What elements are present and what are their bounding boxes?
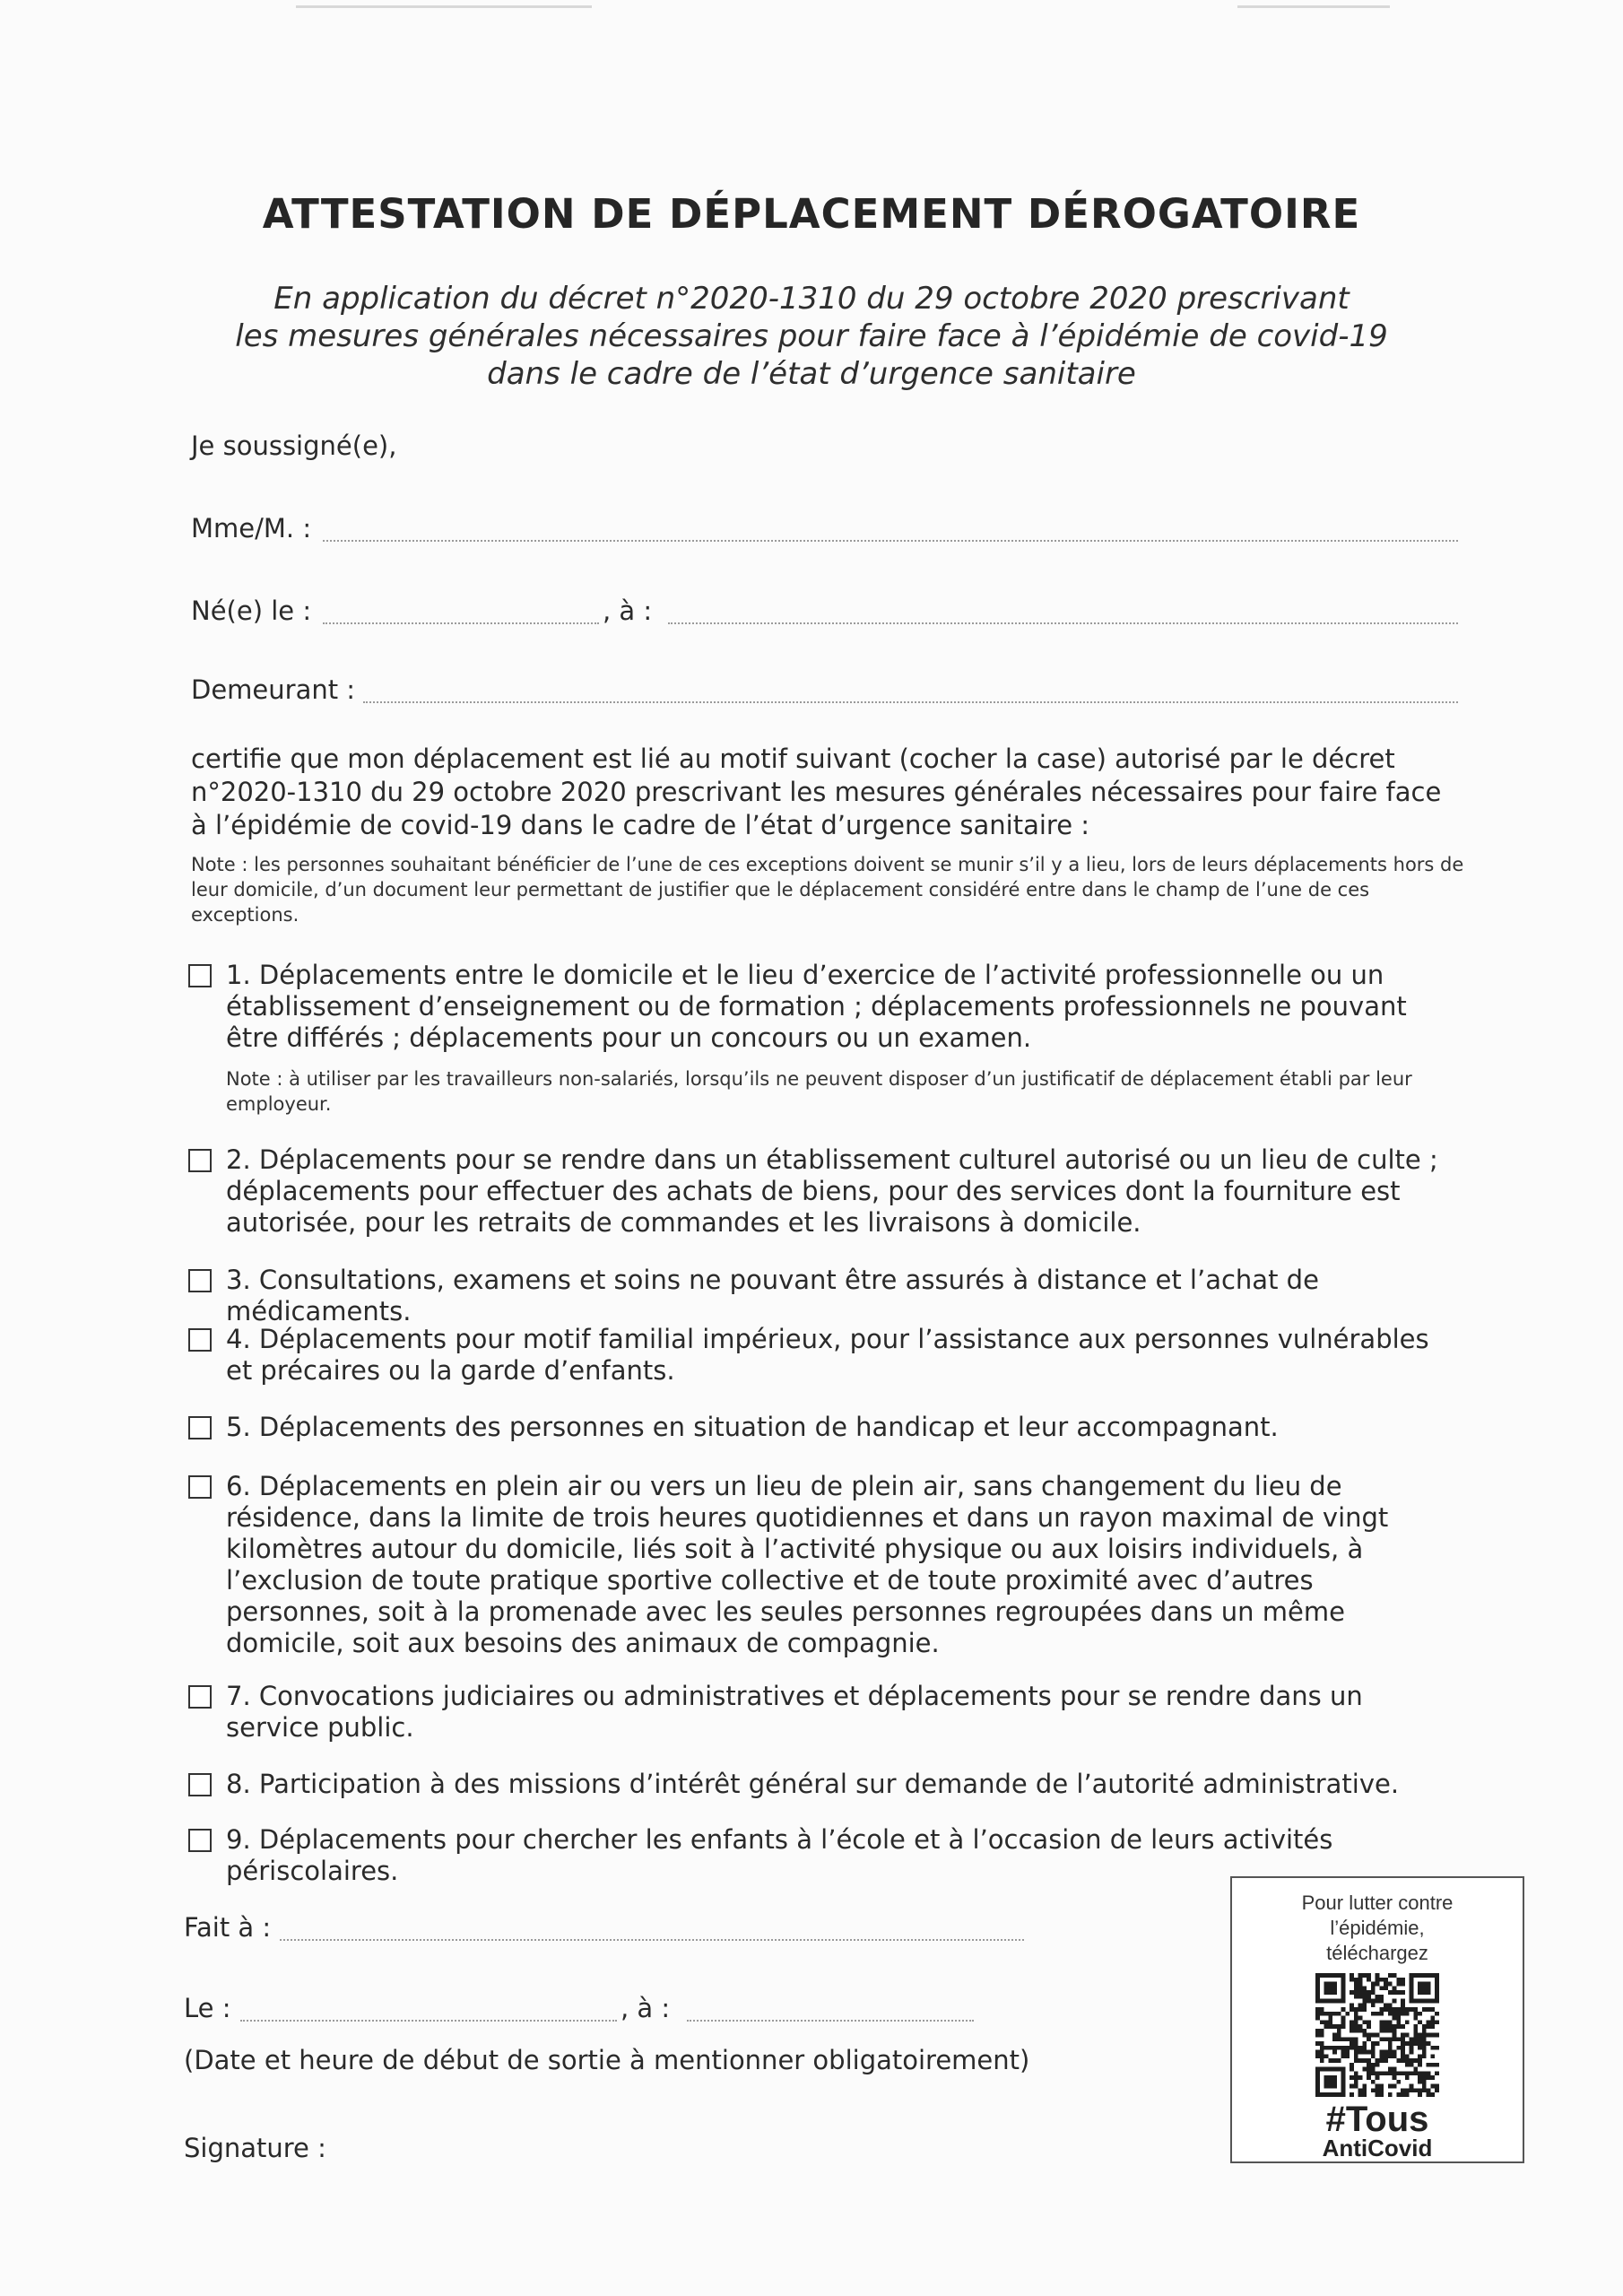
reason-text-2: 2. Déplacements pour se rendre dans un établissement culturel autorisé ou un lieu de culte ; déplacements pour effectuer des achats de biens, pour des services dont la fourniture est autorisée, pour les retraits de commandes et les livraisons à domicile.: [226, 1144, 1438, 1238]
reason-text-9: 9. Déplacements pour chercher les enfants à l’école et à l’occasion de leurs activités périscolaires.: [226, 1824, 1333, 1886]
address-label: Demeurant :: [191, 674, 356, 705]
made-at-label: Fait à :: [184, 1912, 272, 1943]
reason-text-6: 6. Déplacements en plein air ou vers un lieu de plein air, sans changement du lieu de résidence, dans la limite de trois heures quotidiennes et dans un rayon maximal de vingt kilomètres autour du domicile, liés soit à l’activité physique ou aux loisirs individuels, à l’exclusion de toute pratique sportive collective et de toute proximité avec d’autres personnes, soit à la promenade avec les seules personnes regroupées dans un même domicile, soit aux besoins des animaux de compagnie.: [226, 1471, 1389, 1658]
name-field[interactable]: [323, 540, 1458, 542]
reason-note-1: Note : à utiliser par les travailleurs non-salariés, lorsqu’ils ne peuvent disposer d’un justificatif de déplacement établi par leur employeur.: [226, 1068, 1412, 1115]
qr-code-icon[interactable]: [1315, 1973, 1439, 2097]
reason-checkbox-4[interactable]: [188, 1328, 212, 1352]
reason-option-3[interactable]: [188, 1265, 1462, 1327]
signature-area[interactable]: [341, 2160, 968, 2161]
reason-option-7[interactable]: [188, 1681, 1462, 1744]
anticovid-box: [1230, 1876, 1524, 2163]
date-note: (Date et heure de début de sortie à mentionner obligatoirement): [184, 2045, 1030, 2075]
reason-text-4: 4. Déplacements pour motif familial impérieux, pour l’assistance aux personnes vulnérables et précaires ou la garde d’enfants.: [226, 1324, 1429, 1386]
date-field[interactable]: [240, 2020, 617, 2022]
reason-checkbox-6[interactable]: [188, 1475, 212, 1499]
document-subtitle: [161, 280, 1462, 393]
reason-text-7: 7. Convocations judiciaires ou administratives et déplacements pour se rendre dans un service public.: [226, 1681, 1363, 1743]
subtitle-line: dans le cadre de l’état d’urgence sanitaire: [487, 356, 1136, 392]
reason-checkbox-2[interactable]: [188, 1149, 212, 1172]
reason-checkbox-7[interactable]: [188, 1685, 212, 1709]
reason-checkbox-8[interactable]: [188, 1773, 212, 1796]
birth-date-field[interactable]: [323, 622, 599, 624]
qr-caption-line: Pour lutter contre: [1301, 1892, 1454, 1914]
reason-option-1[interactable]: [188, 960, 1462, 1117]
subtitle-line: les mesures générales nécessaires pour faire face à l’épidémie de covid-19: [235, 318, 1388, 354]
birth-place-field[interactable]: [668, 622, 1458, 624]
time-field[interactable]: [687, 2020, 974, 2022]
reason-text-5: 5. Déplacements des personnes en situation de handicap et leur accompagnant.: [226, 1412, 1279, 1442]
reason-option-2[interactable]: [188, 1144, 1462, 1239]
reason-text-8: 8. Participation à des missions d’intérêt général sur demande de l’autorité administrative.: [226, 1769, 1400, 1799]
reason-option-4[interactable]: [188, 1324, 1462, 1387]
brand-line-2: AntiCovid: [1322, 2135, 1433, 2161]
brand-line-1: #Tous: [1325, 2100, 1429, 2139]
certify-text: certifie que mon déplacement est lié au motif suivant (cocher la case) autorisé par le décret n°2020-1310 du 29 octobre 2020 prescrivant les mesures générales nécessaires pour faire face à l’épidémie de covid-19 dans le cadre de l’état d’urgence sanitaire :: [191, 744, 1442, 840]
qr-caption-line: l’épidémie,: [1330, 1917, 1425, 1939]
reason-checkbox-3[interactable]: [188, 1269, 212, 1292]
name-label: Mme/M. :: [191, 513, 312, 544]
qr-caption-line: téléchargez: [1326, 1942, 1428, 1964]
scan-edge-mark: [296, 5, 592, 8]
reason-checkbox-9[interactable]: [188, 1829, 212, 1852]
qr-caption: [1232, 1891, 1523, 1966]
birth-date-label: Né(e) le :: [191, 596, 312, 626]
subtitle-line: En application du décret n°2020-1310 du 29 octobre 2020 prescrivant: [273, 281, 1350, 317]
reason-checkbox-5[interactable]: [188, 1416, 212, 1439]
time-label: , à :: [621, 1993, 671, 2023]
reason-option-8[interactable]: [188, 1769, 1462, 1800]
intro-text: Je soussigné(e),: [191, 430, 397, 461]
signature-label: Signature :: [184, 2133, 326, 2163]
birth-place-label: , à :: [603, 596, 653, 626]
date-label: Le :: [184, 1993, 231, 2023]
reason-checkbox-1[interactable]: [188, 964, 212, 987]
reason-text-3: 3. Consultations, examens et soins ne pouvant être assurés à distance et l’achat de médicaments.: [226, 1265, 1319, 1326]
reason-option-5[interactable]: [188, 1412, 1462, 1443]
address-field[interactable]: [363, 701, 1458, 703]
scan-edge-mark: [1237, 5, 1390, 8]
reason-option-6[interactable]: [188, 1471, 1462, 1659]
exceptions-note: Note : les personnes souhaitant bénéficier de l’une de ces exceptions doivent se munir s’il y a lieu, lors de leurs déplacements hors de leur domicile, d’un document leur permettant de justifier que le déplacement considéré entre dans le champ de l’une de ces exceptions.: [191, 854, 1464, 926]
document-title: ATTESTATION DE DÉPLACEMENT DÉROGATOIRE: [262, 190, 1361, 238]
made-at-field[interactable]: [280, 1939, 1024, 1941]
reason-text-1: 1. Déplacements entre le domicile et le lieu d’exercice de l’activité professionnelle ou un établissement d’enseignement ou de formation ; déplacements professionnels ne pouvant être différés ; déplacements pour un concours ou un examen.: [226, 960, 1407, 1053]
